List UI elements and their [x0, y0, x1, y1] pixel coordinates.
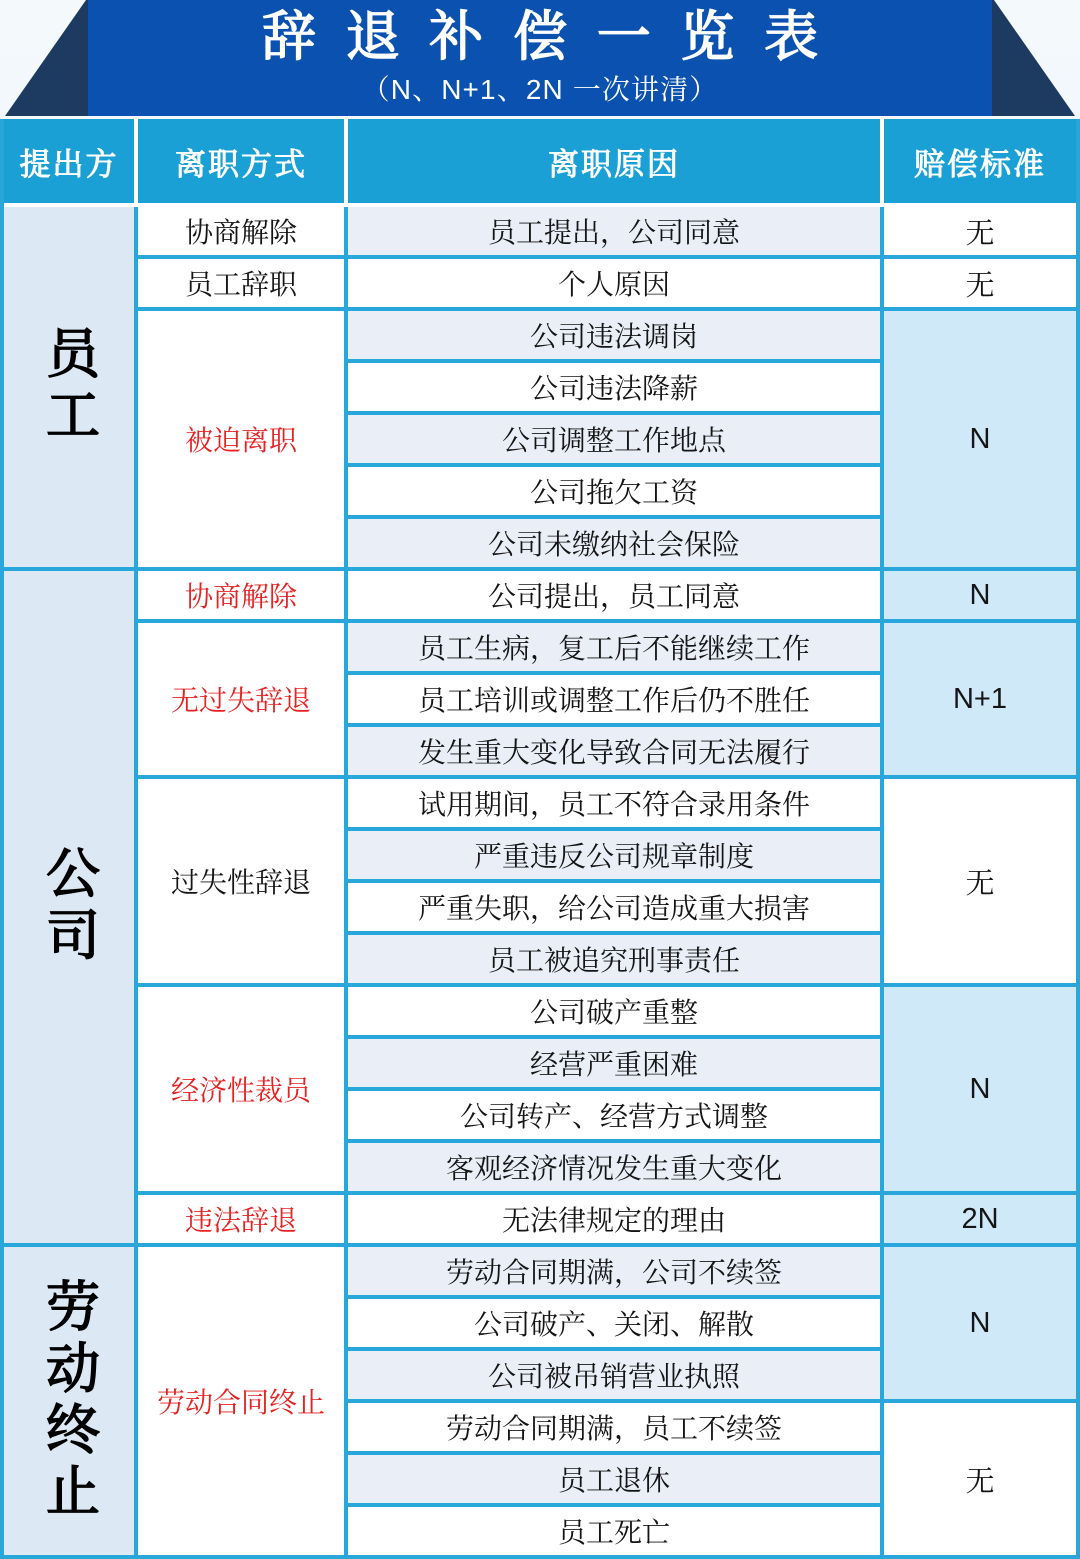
reason-cell: 公司破产重整	[348, 987, 880, 1035]
method-cell-illegal-dismissal: 违法辞退	[138, 1195, 344, 1243]
party-cell-company: 公司	[4, 571, 134, 1243]
compensation-table	[0, 119, 1080, 1559]
compensation-cell: N	[884, 1247, 1076, 1399]
compensation-cell: 无	[884, 1403, 1076, 1555]
table-header-row	[4, 119, 1076, 207]
reason-cell: 公司转产、经营方式调整	[348, 1091, 880, 1139]
compensation-cell: N	[884, 311, 1076, 567]
method-cell-no-fault-dismissal: 无过失辞退	[138, 623, 344, 775]
compensation-cell: 无	[884, 779, 1076, 983]
reason-cell: 公司未缴纳社会保险	[348, 519, 880, 567]
method-cell-mutual-agreement-company: 协商解除	[138, 571, 344, 619]
method-cell-fault-dismissal: 过失性辞退	[138, 779, 344, 983]
reason-cell: 劳动合同期满，公司不续签	[348, 1247, 880, 1295]
compensation-cell: N	[884, 987, 1076, 1191]
reason-cell: 员工死亡	[348, 1507, 880, 1555]
method-cell-mutual-agreement-employee: 协商解除	[138, 207, 344, 255]
party-cell-termination: 劳动终止	[4, 1247, 134, 1555]
reason-cell: 员工提出，公司同意	[348, 207, 880, 255]
page-subtitle: （N、N+1、2N 一次讲清）	[361, 74, 719, 106]
page-title: 辞退补偿一览表	[261, 6, 848, 67]
header-cell-compensation: 赔偿标准	[884, 119, 1076, 203]
reason-cell: 公司调整工作地点	[348, 415, 880, 463]
reason-cell: 公司破产、关闭、解散	[348, 1299, 880, 1347]
reason-cell: 发生重大变化导致合同无法履行	[348, 727, 880, 775]
reason-cell: 员工生病，复工后不能继续工作	[348, 623, 880, 671]
reason-cell: 客观经济情况发生重大变化	[348, 1143, 880, 1191]
reason-cell: 劳动合同期满，员工不续签	[348, 1403, 880, 1451]
reason-cell: 员工退休	[348, 1455, 880, 1503]
header-cell-method: 离职方式	[138, 119, 344, 203]
reason-cell: 无法律规定的理由	[348, 1195, 880, 1243]
method-cell-forced-resignation: 被迫离职	[138, 311, 344, 567]
reason-cell: 个人原因	[348, 259, 880, 307]
reason-cell: 公司被吊销营业执照	[348, 1351, 880, 1399]
reason-cell: 严重失职，给公司造成重大损害	[348, 883, 880, 931]
method-cell-employee-resignation: 员工辞职	[138, 259, 344, 307]
reason-cell: 经营严重困难	[348, 1039, 880, 1087]
compensation-cell: 无	[884, 207, 1076, 255]
table-body	[4, 207, 1076, 1555]
compensation-cell: N	[884, 571, 1076, 619]
compensation-cell: 2N	[884, 1195, 1076, 1243]
method-cell-contract-termination: 劳动合同终止	[138, 1247, 344, 1555]
reason-cell: 试用期间，员工不符合录用条件	[348, 779, 880, 827]
reason-cell: 公司提出，员工同意	[348, 571, 880, 619]
reason-cell: 公司违法调岗	[348, 311, 880, 359]
compensation-cell: N+1	[884, 623, 1076, 775]
method-cell-economic-layoff: 经济性裁员	[138, 987, 344, 1191]
reason-cell: 公司违法降薪	[348, 363, 880, 411]
reason-cell: 严重违反公司规章制度	[348, 831, 880, 879]
party-cell-employee: 员工	[4, 207, 134, 567]
banner-panel	[88, 0, 992, 116]
reason-cell: 公司拖欠工资	[348, 467, 880, 515]
reason-cell: 员工培训或调整工作后仍不胜任	[348, 675, 880, 723]
header-cell-party: 提出方	[4, 119, 134, 203]
header-cell-reason: 离职原因	[348, 119, 880, 203]
title-banner	[0, 0, 1080, 116]
reason-cell: 员工被追究刑事责任	[348, 935, 880, 983]
compensation-cell: 无	[884, 259, 1076, 307]
